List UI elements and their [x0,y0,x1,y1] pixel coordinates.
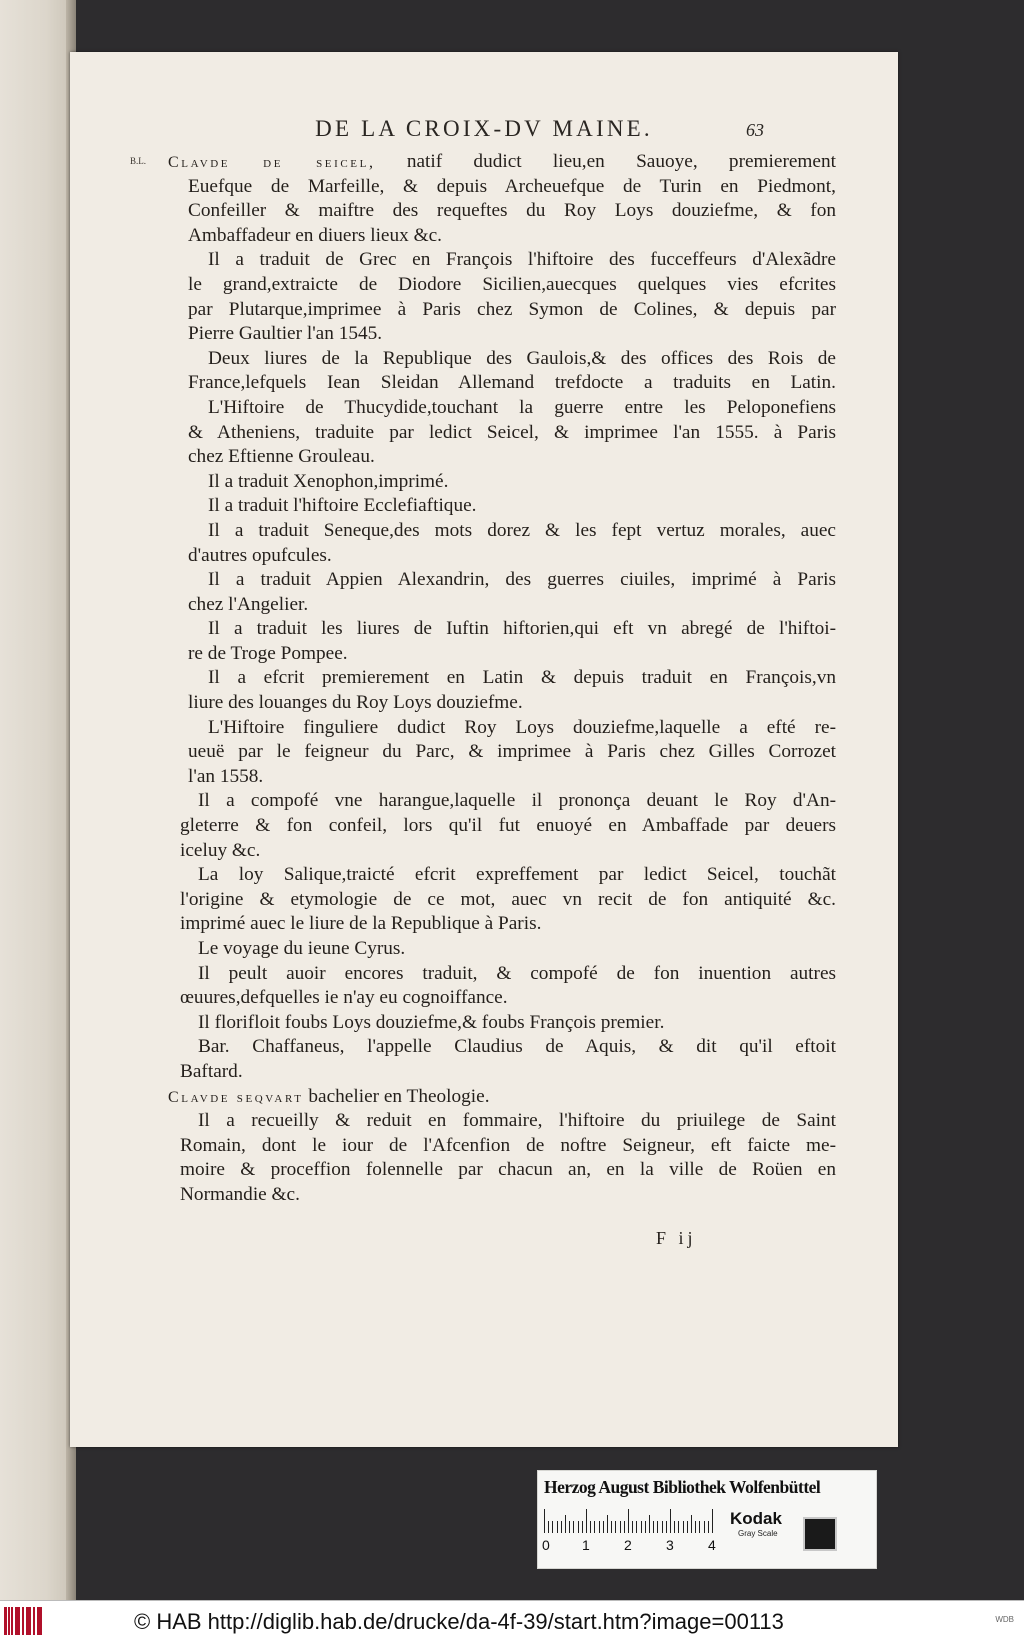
line-text: chez l'Angelier. [188,593,309,615]
footer-copyright-link[interactable]: © HAB http://diglib.hab.de/drucke/da-4f-39/start.htm?image=00113 [134,1609,784,1634]
ruler-tick [578,1521,579,1533]
line-text: moire & proceffion folennelle par chacun an, en la ville de Roüen en [180,1159,836,1181]
ruler-tick [603,1521,604,1533]
scale-number: 1 [582,1537,590,1553]
line-text: l'an 1558. [188,765,264,787]
folio-number: 63 [746,120,764,140]
ruler-tick [586,1509,587,1533]
scale-number: 4 [708,1537,716,1553]
text-line [168,544,836,569]
ruler-tick [653,1521,654,1533]
ruler-tick [674,1521,675,1533]
line-text: L'Hiftoire de Thucydide,touchant la guerre entre les Peloponefiens [208,396,836,418]
margin-mark: B.L. [130,156,147,166]
author-name: Clavde seqvart [168,1088,304,1106]
ruler-tick [607,1515,608,1533]
line-text: Il a traduit Seneque,des mots dorez & les fept vertuz morales, auec [208,519,836,541]
logo-bar [4,1607,7,1635]
previous-page-edge [0,0,76,1600]
line-text: L'Hiftoire finguliere dudict Roy Loys douziefme,laquelle a efté re- [208,716,836,738]
text-line [168,298,836,323]
text-line [168,445,836,470]
text-line [168,863,836,888]
line-text: re de Troge Pompee. [188,642,348,664]
text-line [168,839,836,864]
ruler-tick [687,1521,688,1533]
ruler-tick [569,1521,570,1533]
line-text: Il a recueilly & reduit en fommaire, l'hiftoire du priuilege de Saint [198,1110,836,1132]
text-line [168,740,836,765]
ruler-tick [712,1509,713,1533]
line-text: Euefque de Marfeille, & depuis Archeuefque de Turin en Piedmont, [188,175,836,197]
gray-scale-label: Gray Scale [738,1529,778,1538]
text-line [168,322,836,347]
text-line [168,691,836,716]
hab-logo-icon [4,1607,46,1635]
text-line [168,716,836,741]
line-text: par Plutarque,imprimee à Paris chez Symon de Colines, & depuis par [188,298,836,320]
logo-bar [29,1607,31,1635]
line-text: Il a traduit les liures de Iuftin hiftorien,qui eft vn abregé de l'hiftoi- [208,618,836,640]
line-text: Il a traduit de Grec en François l'hiftoire des fucceffeurs d'Alexãdre [208,249,836,271]
body-text [168,150,836,1208]
line-text: Romain, dont le iour de l'Afcenfion de noftre Seigneur, eft faicte me- [180,1134,836,1156]
line-text: bachelier en Theologie. [303,1085,490,1107]
ruler-tick [599,1521,600,1533]
text-line [168,765,836,790]
ruler-tick [657,1521,658,1533]
ruler-tick [561,1521,562,1533]
line-text: œuures,defquelles ie n'ay eu cognoiffance. [180,987,508,1009]
text-line [168,347,836,372]
ruler-tick [691,1515,692,1533]
line-text: chez Eftienne Grouleau. [188,446,375,468]
footer-right-mark: WDB [995,1615,1014,1624]
line-text: France,lefquels Iean Sleidan Allemand trefdocte a traduits en Latin. [188,372,836,394]
text-line [168,1134,836,1159]
text-line [168,1060,836,1085]
line-text: Il a traduit Appien Alexandrin, des guerres ciuiles, imprimé à Paris [208,569,836,591]
ruler-tick [662,1521,663,1533]
text-line [168,617,836,642]
ruler-tick [636,1521,637,1533]
text-line [168,642,836,667]
text-line [168,248,836,273]
ruler-tick [552,1521,553,1533]
text-line [168,1085,836,1110]
line-text: l'origine & etymologie de ce mot, auec vn recit de fon antiquité &c. [180,888,836,910]
ruler-tick [695,1521,696,1533]
line-text: ueuë par le feigneur du Parc, & imprimee à Paris chez Gilles Corrozet [188,741,836,763]
ruler-tick [620,1521,621,1533]
author-name: Clavde de seicel, [168,154,376,171]
line-text: Bar. Chaffaneus, l'appelle Claudius de Aquis, & dit qu'il eftoit [198,1036,836,1058]
logo-bar [11,1607,13,1635]
text-line [168,175,836,200]
text-line [168,568,836,593]
ruler-tick [594,1521,595,1533]
line-text: Pierre Gaultier l'an 1545. [188,323,383,345]
text-line [168,1035,836,1060]
ruler-tick [666,1521,667,1533]
line-text: Ambaffadeur en diuers lieux &c. [188,224,442,246]
logo-bar [8,1607,10,1635]
text-line [168,888,836,913]
line-text: Le voyage du ieune Cyrus. [198,938,406,959]
text-line [168,789,836,814]
ruler-tick [573,1521,574,1533]
text-line [168,421,836,446]
color-scale-card [537,1470,877,1569]
line-text: Confeiller & maiftre des requeftes du Roy Loys douziefme, & fon [188,200,836,222]
line-text: imprimé auec le liure de la Republique à Paris. [180,913,542,935]
running-head: DE LA CROIX-DV MAINE. [315,116,653,141]
gray-patch [803,1517,837,1551]
ruler-tick [641,1521,642,1533]
line-text: Il peult auoir encores traduit, & compofé de fon inuention autres [198,962,836,984]
signature-mark: F ij [656,1228,697,1248]
text-line [168,470,836,495]
line-text: & Atheniens, traduite par ledict Seicel, & imprimee l'an 1555. à Paris [188,421,836,443]
logo-bar [18,1607,20,1635]
text-line [168,666,836,691]
text-line [168,937,836,962]
text-line [168,273,836,298]
line-text: iceluy &c. [180,839,261,861]
text-line [168,150,836,175]
text-line [168,1158,836,1183]
ruler-tick [557,1521,558,1533]
text-line [168,1109,836,1134]
text-line [168,396,836,421]
line-text: Il a traduit l'hiftoire Ecclefiaftique. [208,495,477,517]
line-text: Deux liures de la Republique des Gaulois,& des offices des Rois de [208,347,836,369]
scale-number: 0 [542,1537,550,1553]
text-line [168,371,836,396]
line-text: le grand,extraicte de Diodore Sicilien,auecques quelques vies efcrites [188,273,836,295]
text-line [168,962,836,987]
line-text: gleterre & fon confeil, lors qu'il fut enuoyé en Ambaffade par deuers [180,815,836,837]
ruler-tick [704,1521,705,1533]
line-text: natif dudict lieu,en Sauoye, premierement [375,151,836,172]
scale-ruler [544,1507,720,1533]
text-line [168,912,836,937]
text-line [168,199,836,224]
line-text: Il a compofé vne harangue,laquelle il prononça deuant le Roy d'An- [198,790,836,812]
line-text: La loy Salique,traicté efcrit expreffement par ledict Seicel, touchãt [198,864,836,886]
ruler-tick [708,1521,709,1533]
ruler-tick [699,1521,700,1533]
ruler-tick [649,1515,650,1533]
logo-bar [22,1607,24,1635]
ruler-tick [683,1521,684,1533]
line-text: Il a efcrit premierement en Latin & depuis traduit en François,vn [208,667,836,689]
ruler-tick [565,1515,566,1533]
ruler-tick [670,1509,671,1533]
ruler-tick [615,1521,616,1533]
footer-bar [0,1600,1024,1641]
line-text: d'autres opufcules. [188,544,332,566]
line-text: Baftard. [180,1060,243,1082]
ruler-tick [678,1521,679,1533]
ruler-tick [611,1521,612,1533]
line-text: Normandie &c. [180,1183,300,1205]
ruler-tick [645,1521,646,1533]
scale-number: 2 [624,1537,632,1553]
ruler-tick [590,1521,591,1533]
ruler-tick [624,1521,625,1533]
kodak-logo: Kodak [730,1509,782,1528]
logo-bar [40,1607,42,1635]
text-line [168,986,836,1011]
logo-bar [33,1607,35,1635]
text-line [168,519,836,544]
scale-number: 3 [666,1537,674,1553]
text-line [168,814,836,839]
text-line [168,224,836,249]
ruler-tick [628,1509,629,1533]
text-line [168,494,836,519]
text-line [168,1011,836,1036]
ruler-tick [544,1509,545,1533]
book-page [70,52,898,1447]
scale-card-title: Herzog August Bibliothek Wolfenbüttel [544,1477,821,1497]
line-text: Il florifloit foubs Loys douziefme,& foubs François premier. [198,1011,665,1033]
ruler-tick [548,1521,549,1533]
text-line [168,593,836,618]
ruler-tick [632,1521,633,1533]
ruler-tick [582,1521,583,1533]
text-line [168,1183,836,1208]
line-text: Il a traduit Xenophon,imprimé. [208,470,449,492]
line-text: liure des louanges du Roy Loys douziefme. [188,692,523,714]
